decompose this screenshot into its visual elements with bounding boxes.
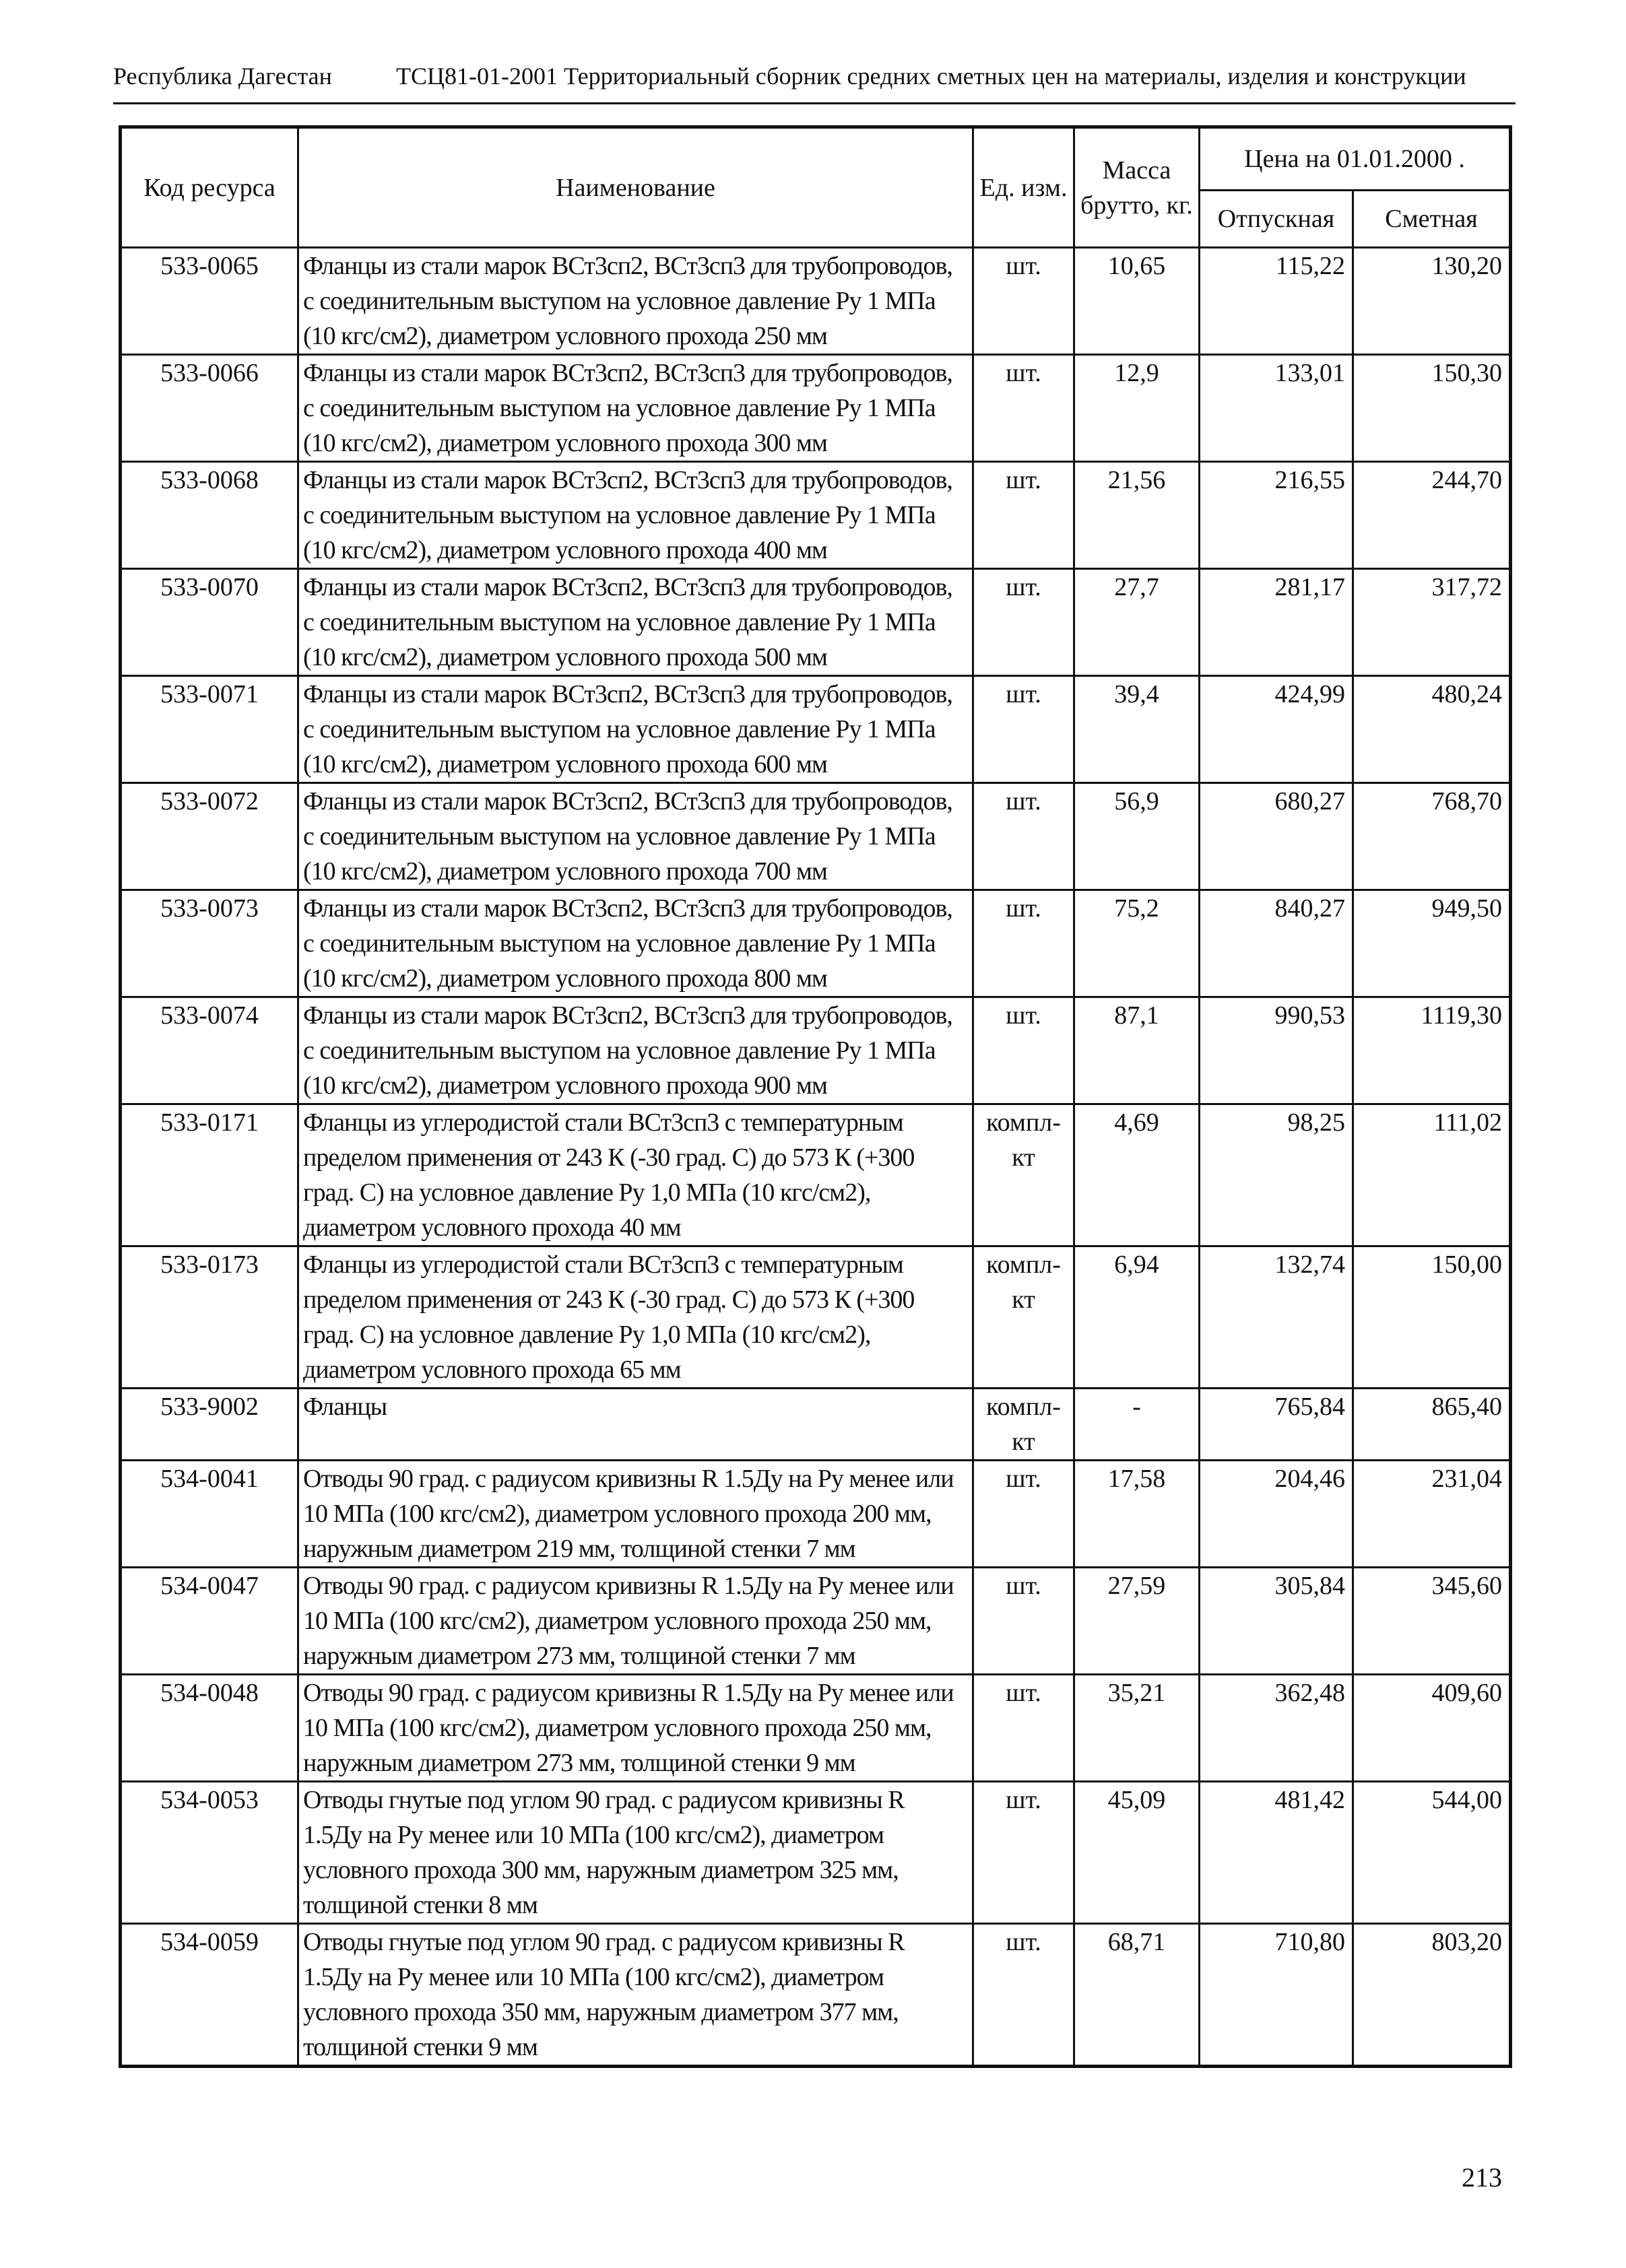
- table-row: [121, 1675, 1511, 1782]
- release-price: 281,17: [1200, 569, 1353, 676]
- item-name: Отводы гнутые под углом 90 град. с радиусом кривизны R 1.5Ду на Ру менее или 10 МПа (100 кгс/см2), диаметром условного прохода 350 мм, наружным диаметром 377 мм, толщиной стенки 9 мм: [298, 1924, 973, 2067]
- item-name: Фланцы из стали марок ВСт3сп2, ВСт3сп3 для трубопроводов, с соединительным выступом на условное давление Ру 1 МПа (10 кгс/см2), диаметром условного прохода 300 мм: [298, 355, 973, 462]
- gross-mass: 21,56: [1074, 462, 1200, 569]
- gross-mass: 45,09: [1074, 1782, 1200, 1924]
- unit-of-measure: шт.: [973, 1675, 1074, 1782]
- col-header-code: Код ресурса: [121, 127, 298, 248]
- release-price: 765,84: [1200, 1389, 1353, 1461]
- table-row: [121, 462, 1511, 569]
- col-header-release-price: Отпускная: [1200, 191, 1353, 248]
- resource-code: 533-0071: [121, 676, 298, 783]
- item-name: Фланцы из стали марок ВСт3сп2, ВСт3сп3 для трубопроводов, с соединительным выступом на условное давление Ру 1 МПа (10 кгс/см2), диаметром условного прохода 400 мм: [298, 462, 973, 569]
- table-row: [121, 1389, 1511, 1461]
- table-row: [121, 248, 1511, 355]
- resource-code: 533-0070: [121, 569, 298, 676]
- unit-of-measure: компл-кт: [973, 1389, 1074, 1461]
- item-name: Фланцы из стали марок ВСт3сп2, ВСт3сп3 для трубопроводов, с соединительным выступом на условное давление Ру 1 МПа (10 кгс/см2), диаметром условного прохода 500 мм: [298, 569, 973, 676]
- header-divider: [113, 102, 1516, 104]
- estimate-price: 949,50: [1353, 890, 1511, 997]
- gross-mass: 35,21: [1074, 1675, 1200, 1782]
- resource-code: 533-0073: [121, 890, 298, 997]
- release-price: 990,53: [1200, 997, 1353, 1104]
- item-name: Фланцы из углеродистой стали ВСт3сп3 с температурным пределом применения от 243 К (-30 град. С) до 573 К (+300 град. С) на условное давление Ру 1,0 МПа (10 кгс/см2), диаметром условного прохода 40 мм: [298, 1104, 973, 1246]
- release-price: 481,42: [1200, 1782, 1353, 1924]
- item-name: Фланцы из стали марок ВСт3сп2, ВСт3сп3 для трубопроводов, с соединительным выступом на условное давление Ру 1 МПа (10 кгс/см2), диаметром условного прохода 250 мм: [298, 248, 973, 355]
- release-price: 362,48: [1200, 1675, 1353, 1782]
- resource-code: 534-0053: [121, 1782, 298, 1924]
- table-row: [121, 1104, 1511, 1246]
- estimate-price: 317,72: [1353, 569, 1511, 676]
- release-price: 204,46: [1200, 1461, 1353, 1568]
- unit-of-measure: шт.: [973, 1461, 1074, 1568]
- col-header-unit: Ед. изм.: [973, 127, 1074, 248]
- resource-code: 533-0068: [121, 462, 298, 569]
- page-header: [113, 62, 1516, 100]
- gross-mass: 6,94: [1074, 1246, 1200, 1389]
- release-price: 305,84: [1200, 1568, 1353, 1675]
- unit-of-measure: шт.: [973, 248, 1074, 355]
- unit-of-measure: шт.: [973, 462, 1074, 569]
- release-price: 115,22: [1200, 248, 1353, 355]
- gross-mass: 68,71: [1074, 1924, 1200, 2067]
- gross-mass: 12,9: [1074, 355, 1200, 462]
- price-table: [119, 125, 1512, 2068]
- gross-mass: 56,9: [1074, 783, 1200, 890]
- unit-of-measure: компл-кт: [973, 1246, 1074, 1389]
- resource-code: 533-0074: [121, 997, 298, 1104]
- table-body: [121, 248, 1511, 2067]
- resource-code: 533-0173: [121, 1246, 298, 1389]
- table-row: [121, 783, 1511, 890]
- gross-mass: 10,65: [1074, 248, 1200, 355]
- release-price: 680,27: [1200, 783, 1353, 890]
- unit-of-measure: шт.: [973, 569, 1074, 676]
- estimate-price: 345,60: [1353, 1568, 1511, 1675]
- estimate-price: 1119,30: [1353, 997, 1511, 1104]
- unit-of-measure: шт.: [973, 997, 1074, 1104]
- gross-mass: -: [1074, 1389, 1200, 1461]
- unit-of-measure: шт.: [973, 890, 1074, 997]
- release-price: 424,99: [1200, 676, 1353, 783]
- resource-code: 533-0066: [121, 355, 298, 462]
- item-name: Фланцы из стали марок ВСт3сп2, ВСт3сп3 для трубопроводов, с соединительным выступом на условное давление Ру 1 МПа (10 кгс/см2), диаметром условного прохода 600 мм: [298, 676, 973, 783]
- table-row: [121, 355, 1511, 462]
- release-price: 710,80: [1200, 1924, 1353, 2067]
- gross-mass: 39,4: [1074, 676, 1200, 783]
- release-price: 216,55: [1200, 462, 1353, 569]
- release-price: 133,01: [1200, 355, 1353, 462]
- release-price: 98,25: [1200, 1104, 1353, 1246]
- estimate-price: 544,00: [1353, 1782, 1511, 1924]
- table-row: [121, 1924, 1511, 2067]
- release-price: 840,27: [1200, 890, 1353, 997]
- region-label: Республика Дагестан: [113, 63, 332, 90]
- estimate-price: 865,40: [1353, 1389, 1511, 1461]
- estimate-price: 803,20: [1353, 1924, 1511, 2067]
- gross-mass: 4,69: [1074, 1104, 1200, 1246]
- price-table-container: [119, 125, 1509, 2068]
- table-header-row: [121, 127, 1511, 191]
- item-name: Фланцы из стали марок ВСт3сп2, ВСт3сп3 для трубопроводов, с соединительным выступом на условное давление Ру 1 МПа (10 кгс/см2), диаметром условного прохода 800 мм: [298, 890, 973, 997]
- estimate-price: 130,20: [1353, 248, 1511, 355]
- estimate-price: 150,30: [1353, 355, 1511, 462]
- col-header-name: Наименование: [298, 127, 973, 248]
- gross-mass: 87,1: [1074, 997, 1200, 1104]
- estimate-price: 150,00: [1353, 1246, 1511, 1389]
- item-name: Отводы 90 град. с радиусом кривизны R 1.5Ду на Ру менее или 10 МПа (100 кгс/см2), диаметром условного прохода 250 мм, наружным диаметром 273 мм, толщиной стенки 9 мм: [298, 1675, 973, 1782]
- resource-code: 533-0171: [121, 1104, 298, 1246]
- table-row: [121, 1782, 1511, 1924]
- estimate-price: 480,24: [1353, 676, 1511, 783]
- gross-mass: 27,59: [1074, 1568, 1200, 1675]
- col-header-estimate-price: Сметная: [1353, 191, 1511, 248]
- table-row: [121, 1246, 1511, 1389]
- unit-of-measure: шт.: [973, 783, 1074, 890]
- unit-of-measure: компл-кт: [973, 1104, 1074, 1246]
- item-name: Фланцы: [298, 1389, 973, 1461]
- resource-code: 534-0048: [121, 1675, 298, 1782]
- estimate-price: 231,04: [1353, 1461, 1511, 1568]
- release-price: 132,74: [1200, 1246, 1353, 1389]
- estimate-price: 768,70: [1353, 783, 1511, 890]
- table-row: [121, 676, 1511, 783]
- resource-code: 533-9002: [121, 1389, 298, 1461]
- resource-code: 533-0065: [121, 248, 298, 355]
- unit-of-measure: шт.: [973, 1924, 1074, 2067]
- item-name: Отводы гнутые под углом 90 град. с радиусом кривизны R 1.5Ду на Ру менее или 10 МПа (100 кгс/см2), диаметром условного прохода 300 мм, наружным диаметром 325 мм, толщиной стенки 8 мм: [298, 1782, 973, 1924]
- resource-code: 534-0041: [121, 1461, 298, 1568]
- item-name: Отводы 90 град. с радиусом кривизны R 1.5Ду на Ру менее или 10 МПа (100 кгс/см2), диаметром условного прохода 250 мм, наружным диаметром 273 мм, толщиной стенки 7 мм: [298, 1568, 973, 1675]
- item-name: Отводы 90 град. с радиусом кривизны R 1.5Ду на Ру менее или 10 МПа (100 кгс/см2), диаметром условного прохода 200 мм, наружным диаметром 219 мм, толщиной стенки 7 мм: [298, 1461, 973, 1568]
- gross-mass: 17,58: [1074, 1461, 1200, 1568]
- col-header-price-group: Цена на 01.01.2000 .: [1200, 127, 1511, 191]
- collection-title: ТСЦ81-01-2001 Территориальный сборник средних сметных цен на материалы, изделия и конструкции: [396, 63, 1466, 90]
- table-row: [121, 890, 1511, 997]
- table-row: [121, 569, 1511, 676]
- estimate-price: 244,70: [1353, 462, 1511, 569]
- table-row: [121, 997, 1511, 1104]
- table-row: [121, 1568, 1511, 1675]
- gross-mass: 75,2: [1074, 890, 1200, 997]
- unit-of-measure: шт.: [973, 1568, 1074, 1675]
- item-name: Фланцы из стали марок ВСт3сп2, ВСт3сп3 для трубопроводов, с соединительным выступом на условное давление Ру 1 МПа (10 кгс/см2), диаметром условного прохода 900 мм: [298, 997, 973, 1104]
- unit-of-measure: шт.: [973, 355, 1074, 462]
- unit-of-measure: шт.: [973, 676, 1074, 783]
- unit-of-measure: шт.: [973, 1782, 1074, 1924]
- resource-code: 534-0047: [121, 1568, 298, 1675]
- page-number: 213: [1462, 2162, 1502, 2193]
- item-name: Фланцы из стали марок ВСт3сп2, ВСт3сп3 для трубопроводов, с соединительным выступом на условное давление Ру 1 МПа (10 кгс/см2), диаметром условного прохода 700 мм: [298, 783, 973, 890]
- resource-code: 534-0059: [121, 1924, 298, 2067]
- resource-code: 533-0072: [121, 783, 298, 890]
- gross-mass: 27,7: [1074, 569, 1200, 676]
- col-header-mass: Масса брутто, кг.: [1074, 127, 1200, 248]
- item-name: Фланцы из углеродистой стали ВСт3сп3 с температурным пределом применения от 243 К (-30 град. С) до 573 К (+300 град. С) на условное давление Ру 1,0 МПа (10 кгс/см2), диаметром условного прохода 65 мм: [298, 1246, 973, 1389]
- estimate-price: 409,60: [1353, 1675, 1511, 1782]
- estimate-price: 111,02: [1353, 1104, 1511, 1246]
- table-row: [121, 1461, 1511, 1568]
